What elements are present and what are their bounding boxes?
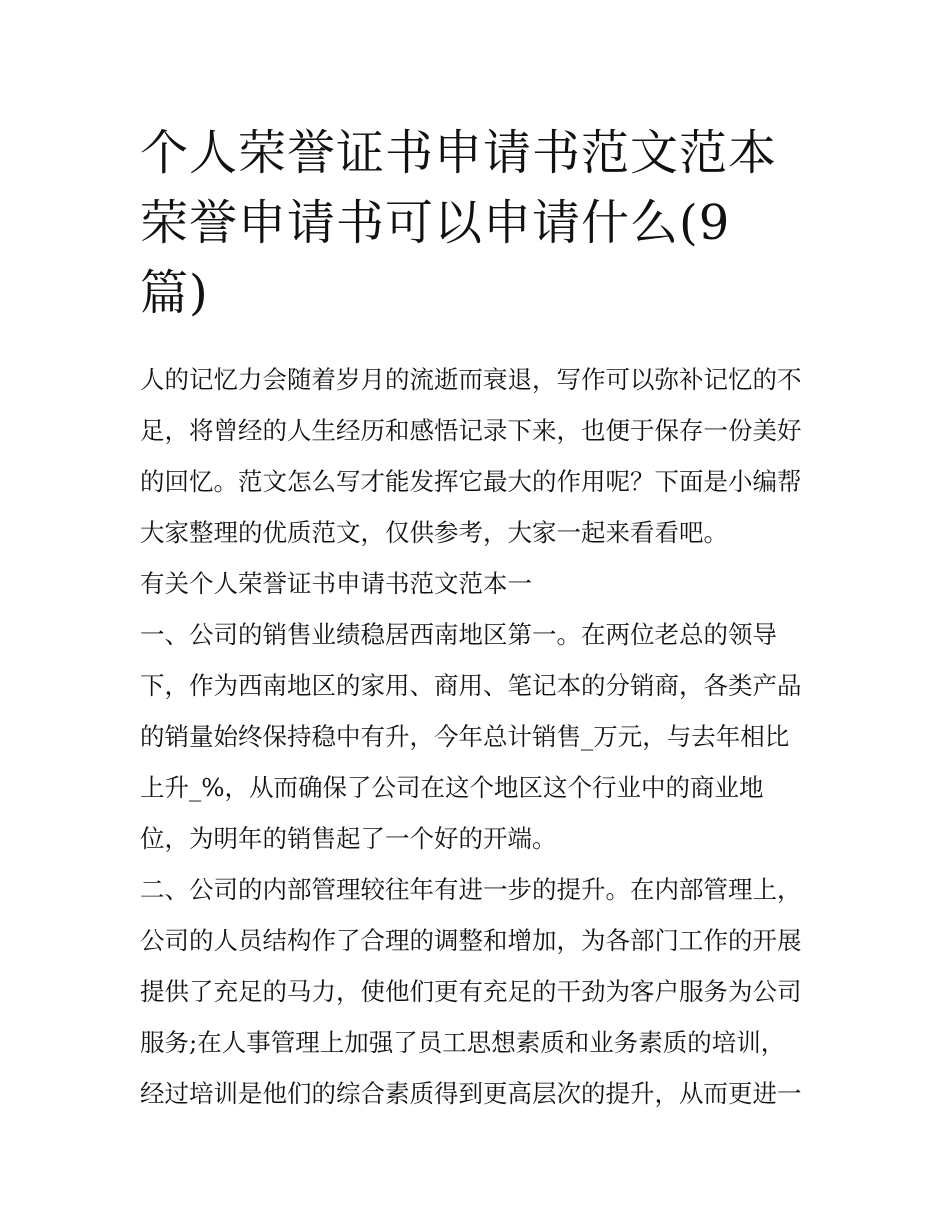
- document-body: [140, 354, 812, 1119]
- paragraph-1-line-4: 上升_%，从而确保了公司在这个地区这个行业中的商业地: [140, 773, 764, 802]
- intro-line-2: 足，将曾经的人生经历和感悟记录下来，也便于保存一份美好: [140, 416, 802, 445]
- paragraph-2-line-1: 二、公司的内部管理较往年有进一步的提升。在内部管理上，: [140, 875, 802, 904]
- paragraph-2-line-3: 提供了充足的马力，使他们更有充足的干劲为客户服务为公司: [140, 977, 802, 1006]
- paragraph-1-line-1: 一、公司的销售业绩稳居西南地区第一。在两位老总的领导: [140, 620, 777, 649]
- paragraph-1-line-5: 位，为明年的销售起了一个好的开端。: [140, 824, 557, 853]
- intro-line-1: 人的记忆力会随着岁月的流逝而衰退，写作可以弥补记忆的不: [140, 365, 802, 394]
- paragraph-2-line-2: 公司的人员结构作了合理的调整和增加，为各部门工作的开展: [140, 926, 802, 955]
- intro-line-3: 的回忆。范文怎么写才能发挥它最大的作用呢？下面是小编帮: [140, 467, 802, 496]
- title-line-2: 荣誉申请书可以申请什么(9: [140, 195, 731, 251]
- document-title: [140, 118, 812, 328]
- title-line-3: 篇): [140, 265, 209, 321]
- intro-line-4: 大家整理的优质范文，仅供参考，大家一起来看看吧。: [140, 518, 728, 547]
- paragraph-2-line-5: 经过培训是他们的综合素质得到更高层次的提升，从而更进一: [140, 1079, 802, 1108]
- paragraph-1-line-3: 的销量始终保持稳中有升，今年总计销售_万元，与去年相比: [140, 722, 790, 751]
- paragraph-2-line-4: 服务;在人事管理上加强了员工思想素质和业务素质的培训，: [140, 1028, 786, 1057]
- paragraph-1-line-2: 下，作为西南地区的家用、商用、笔记本的分销商，各类产品: [140, 671, 802, 700]
- document-page: [140, 118, 812, 1119]
- section-heading: 有关个人荣誉证书申请书范文范本一: [140, 569, 532, 598]
- title-line-1: 个人荣誉证书申请书范文范本: [140, 125, 778, 181]
